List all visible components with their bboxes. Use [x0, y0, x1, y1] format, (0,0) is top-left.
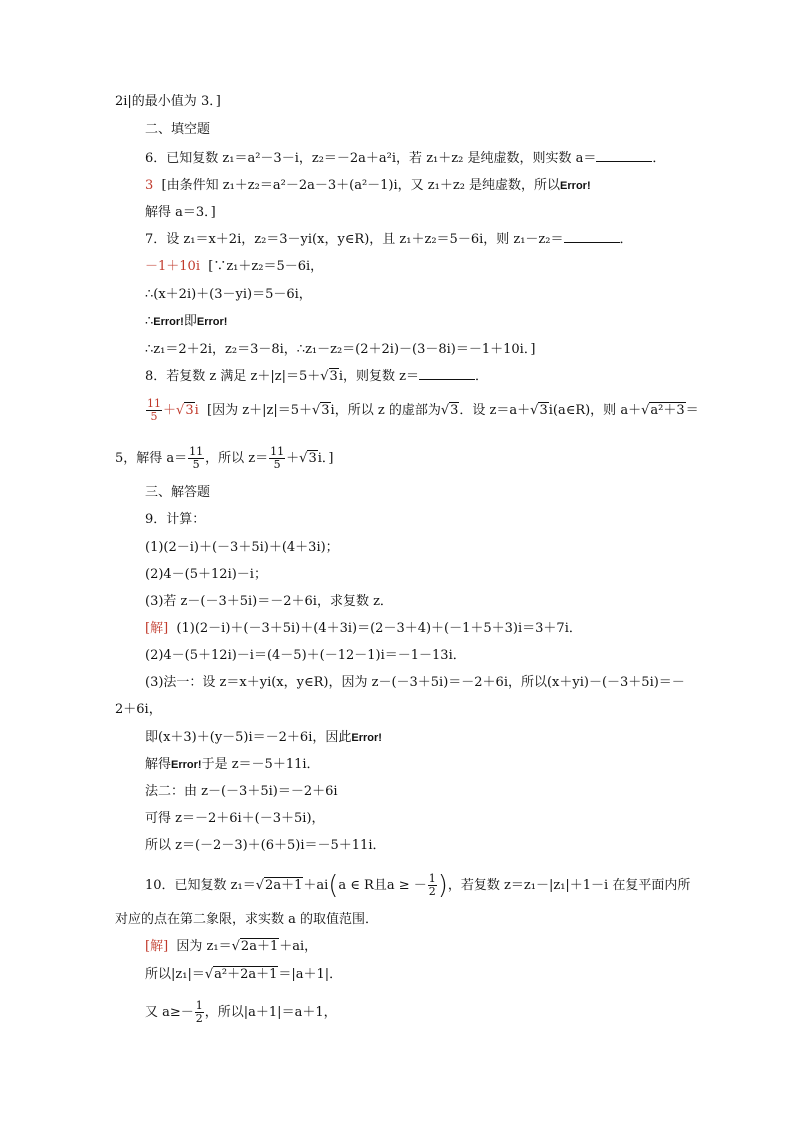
fraction: $\frac{1}{2}$ — [195, 999, 203, 1025]
solution-9: [解] (1)(2－i)＋(－3＋5i)＋(4＋3i)＝(2－3＋4)＋(－1＋5＋3)i＝3＋7i． — [145, 621, 582, 636]
section-heading: 二、填空题 — [145, 122, 211, 137]
text-line: (2)4－(5＋12i)－i； — [145, 567, 267, 582]
text-line: 2＋6i， — [115, 702, 162, 717]
text-line: ∴(x＋2i)＋(3－yi)＝5－6i， — [145, 287, 312, 302]
section-heading: 三、解答题 — [145, 485, 211, 500]
text-line: 解得Error!于是 z＝－5＋11i． — [145, 757, 320, 772]
answer-8: $\frac{11}{5}$ ＋√3i [因为 z＋|z|＝5＋√3i，所以 z 的虚部为√3．设 z＝a＋√3i(a∈R)，则 a＋√a²＋3＝ — [147, 397, 699, 423]
question-10: 10．已知复数 z₁＝√2a＋1＋ai(a ∈ R且a ≥ － $\frac{1}{2}$ )，若复数 z＝z₁－|z₁|＋1－i 在复平面内所 — [145, 870, 691, 901]
question-9: 9．计算： — [145, 512, 206, 527]
answer-blank — [596, 149, 652, 162]
text-line: (1)(2－i)＋(－3＋5i)＋(4＋3i)； — [145, 540, 339, 555]
fraction: $\frac{11}{5}$ — [189, 445, 204, 471]
fraction: $\frac{11}{5}$ — [147, 397, 161, 423]
text-line: 5，解得 a＝ $\frac{11}{5}$ ，所以 z＝ $\frac{11}{5}$ ＋√3i．] — [115, 445, 334, 471]
answer-blank — [564, 230, 620, 243]
text-line: (3)法一：设 z＝x＋yi(x，y∈R)，因为 z－(－3＋5i)＝－2＋6i，所以(x＋yi)－(－3＋5i)＝－ — [145, 675, 685, 690]
answer-6: 3 [由条件知 z₁＋z₂＝a²－2a－3＋(a²－1)i，又 z₁＋z₂ 是纯虚数，所以Error! — [145, 178, 591, 193]
text-line: ∴Error!即Error! — [145, 314, 228, 329]
text-line: ∴z₁＝2＋2i，z₂＝3－8i，∴z₁－z₂＝(2＋2i)－(3－8i)＝－1＋10i．] — [145, 342, 536, 357]
text-line: 对应的点在第二象限，求实数 a 的取值范围． — [115, 912, 379, 927]
answer-7: －1＋10i [∵z₁＋z₂＝5－6i， — [145, 259, 324, 274]
text-line: (2)4－(5＋12i)－i＝(4－5)＋(－12－1)i＝－1－13i． — [145, 648, 466, 663]
text-line: 2i|的最小值为 3．] — [115, 94, 221, 109]
text-line: 可得 z＝－2＋6i＋(－3＋5i)， — [145, 811, 325, 826]
text-line: 所以 z＝(－2－3)＋(6＋5)i＝－5＋11i． — [145, 838, 386, 853]
question-8: 8．若复数 z 满足 z＋|z|＝5＋√3i，则复数 z＝ ． — [145, 369, 488, 384]
text-line: 法二：由 z－(－3＋5i)＝－2＋6i — [145, 784, 338, 799]
answer-blank — [419, 367, 475, 380]
solution-10: [解] 因为 z₁＝√2a＋1＋ai， — [145, 939, 318, 954]
text-line: 又 a≥－ $\frac{1}{2}$ ，所以|a＋1|＝a＋1， — [145, 999, 337, 1025]
question-6: 6．已知复数 z₁＝a²－3－i，z₂＝－2a＋a²i，若 z₁＋z₂ 是纯虚数，则实数 a＝ ． — [145, 151, 666, 166]
fraction: $\frac{11}{5}$ — [270, 445, 285, 471]
text-line: 解得 a＝3．] — [145, 205, 216, 220]
text-line: (3)若 z－(－3＋5i)＝－2＋6i，求复数 z． — [145, 594, 393, 609]
text-line: 即(x＋3)＋(y－5)i＝－2＋6i，因此Error! — [145, 730, 382, 745]
fraction: $\frac{1}{2}$ — [428, 872, 436, 898]
text-line: 所以|z₁|＝√a²＋2a＋1＝|a＋1|． — [145, 967, 343, 982]
question-7: 7．设 z₁＝x＋2i，z₂＝3－yi(x，y∈R)，且 z₁＋z₂＝5－6i，则 z₁－z₂＝ ． — [145, 232, 633, 247]
